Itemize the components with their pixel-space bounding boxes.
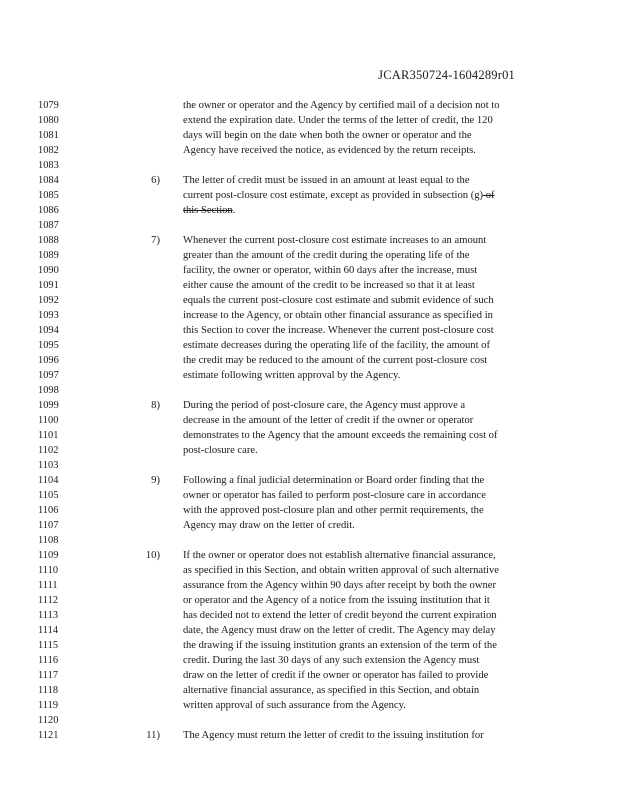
line-text-main: date, the Agency must draw on the letter of credit. The Agency may delay bbox=[183, 625, 496, 636]
line-text bbox=[183, 248, 541, 263]
document-line bbox=[0, 143, 621, 158]
line-text bbox=[183, 728, 541, 743]
line-number: 1118 bbox=[38, 685, 59, 696]
line-text-main: credit. During the last 30 days of any such extension the Agency must bbox=[183, 655, 480, 666]
line-text bbox=[183, 308, 541, 323]
document-line bbox=[0, 698, 621, 713]
subsection-number: 9) bbox=[151, 475, 160, 486]
subsection-number: 11) bbox=[146, 730, 160, 741]
line-text-main: the drawing if the issuing institution grants an extension of the term of the bbox=[183, 640, 497, 651]
line-text-main: either cause the amount of the credit to be increased so that it at least bbox=[183, 280, 475, 291]
line-text-main: demonstrates to the Agency that the amount exceeds the remaining cost of bbox=[183, 430, 498, 441]
line-text bbox=[183, 683, 541, 698]
line-text bbox=[183, 368, 541, 383]
line-number: 1099 bbox=[38, 400, 59, 411]
line-text bbox=[183, 548, 541, 563]
line-number: 1082 bbox=[38, 145, 59, 156]
line-text bbox=[183, 233, 541, 248]
document-line bbox=[0, 668, 621, 683]
line-text bbox=[183, 353, 541, 368]
line-text bbox=[183, 623, 541, 638]
struck-text: this Section bbox=[183, 205, 233, 216]
document-line bbox=[0, 683, 621, 698]
line-text bbox=[183, 668, 541, 683]
line-number: 1117 bbox=[38, 670, 59, 681]
document-line bbox=[0, 278, 621, 293]
line-text-main: Following a final judicial determination or Board order finding that the bbox=[183, 475, 485, 486]
line-number: 1106 bbox=[38, 505, 59, 516]
document-line bbox=[0, 158, 621, 173]
line-number: 1121 bbox=[38, 730, 59, 741]
line-text-main: greater than the amount of the credit during the operating life of the bbox=[183, 250, 470, 261]
line-text bbox=[183, 428, 541, 443]
line-number: 1104 bbox=[38, 475, 59, 486]
document-line bbox=[0, 533, 621, 548]
line-text bbox=[183, 698, 541, 713]
line-text-main: increase to the Agency, or obtain other financial assurance as specified in bbox=[183, 310, 493, 321]
line-text-main: or operator and the Agency of a notice from the issuing institution that it bbox=[183, 595, 490, 606]
line-number: 1120 bbox=[38, 715, 59, 726]
line-number: 1113 bbox=[38, 610, 59, 621]
document-line bbox=[0, 383, 621, 398]
document-line bbox=[0, 548, 621, 563]
line-number: 1097 bbox=[38, 370, 59, 381]
line-number: 1111 bbox=[38, 580, 58, 591]
document-line bbox=[0, 638, 621, 653]
line-text-main: owner or operator has failed to perform post-closure care in accordance bbox=[183, 490, 486, 501]
line-number: 1088 bbox=[38, 235, 59, 246]
line-text bbox=[183, 503, 541, 518]
document-line bbox=[0, 578, 621, 593]
line-text bbox=[183, 203, 541, 218]
line-number: 1119 bbox=[38, 700, 59, 711]
document-line bbox=[0, 203, 621, 218]
document-line bbox=[0, 488, 621, 503]
line-text bbox=[183, 608, 541, 623]
line-number: 1090 bbox=[38, 265, 59, 276]
document-line bbox=[0, 128, 621, 143]
line-text-main: The letter of credit must be issued in an amount at least equal to the bbox=[183, 175, 470, 186]
line-text-main: written approval of such assurance from the Agency. bbox=[183, 700, 406, 711]
line-text bbox=[183, 293, 541, 308]
line-text-main: facility, the owner or operator, within 60 days after the increase, must bbox=[183, 265, 478, 276]
line-number: 1081 bbox=[38, 130, 59, 141]
line-number: 1095 bbox=[38, 340, 59, 351]
line-text bbox=[183, 173, 541, 188]
line-number: 1084 bbox=[38, 175, 59, 186]
line-text bbox=[183, 278, 541, 293]
line-number: 1102 bbox=[38, 445, 59, 456]
line-text-main: estimate following written approval by the Agency. bbox=[183, 370, 401, 381]
line-text-after: . bbox=[232, 205, 236, 216]
line-number: 1114 bbox=[38, 625, 59, 636]
document-line bbox=[0, 173, 621, 188]
subsection-number: 6) bbox=[151, 175, 160, 186]
document-line bbox=[0, 398, 621, 413]
line-number: 1091 bbox=[38, 280, 59, 291]
line-text bbox=[183, 473, 541, 488]
line-text bbox=[183, 98, 541, 113]
document-line bbox=[0, 293, 621, 308]
line-text-main: this Section to cover the increase. Whenever the current post-closure cost bbox=[183, 325, 494, 336]
document-line bbox=[0, 113, 621, 128]
document-line bbox=[0, 353, 621, 368]
line-text-main: decrease in the amount of the letter of credit if the owner or operator bbox=[183, 415, 474, 426]
line-number: 1079 bbox=[38, 100, 59, 111]
line-text bbox=[183, 338, 541, 353]
document-line bbox=[0, 503, 621, 518]
line-text-main: post-closure care. bbox=[183, 445, 258, 456]
line-number: 1116 bbox=[38, 655, 59, 666]
line-text bbox=[183, 143, 541, 158]
line-text bbox=[183, 128, 541, 143]
line-text-main: Agency may draw on the letter of credit. bbox=[183, 520, 355, 531]
line-text bbox=[183, 593, 541, 608]
line-number: 1094 bbox=[38, 325, 59, 336]
subsection-number: 8) bbox=[151, 400, 160, 411]
line-number: 1086 bbox=[38, 205, 59, 216]
line-text bbox=[183, 443, 541, 458]
document-line bbox=[0, 233, 621, 248]
line-text-main: The Agency must return the letter of credit to the issuing institution for bbox=[183, 730, 484, 741]
line-text-main: If the owner or operator does not establish alternative financial assurance, bbox=[183, 550, 496, 561]
line-text bbox=[183, 323, 541, 338]
document-line bbox=[0, 98, 621, 113]
line-text bbox=[183, 578, 541, 593]
line-number: 1101 bbox=[38, 430, 59, 441]
document-line bbox=[0, 518, 621, 533]
line-text bbox=[183, 413, 541, 428]
document-body bbox=[0, 98, 621, 743]
document-line bbox=[0, 218, 621, 233]
line-number: 1103 bbox=[38, 460, 59, 471]
line-number: 1100 bbox=[38, 415, 59, 426]
line-number: 1112 bbox=[38, 595, 59, 606]
document-line bbox=[0, 188, 621, 203]
line-text-main: assurance from the Agency within 90 days after receipt by both the owner bbox=[183, 580, 497, 591]
document-line bbox=[0, 623, 621, 638]
line-number: 1087 bbox=[38, 220, 59, 231]
line-text-main: During the period of post-closure care, the Agency must approve a bbox=[183, 400, 466, 411]
document-line bbox=[0, 443, 621, 458]
document-line bbox=[0, 263, 621, 278]
subsection-number: 7) bbox=[151, 235, 160, 246]
line-number: 1108 bbox=[38, 535, 59, 546]
line-text-main: as specified in this Section, and obtain written approval of such alternative bbox=[183, 565, 499, 576]
line-text-main: Whenever the current post-closure cost estimate increases to an amount bbox=[183, 235, 487, 246]
line-text bbox=[183, 488, 541, 503]
line-text-main: has decided not to extend the letter of credit beyond the current expiration bbox=[183, 610, 497, 621]
line-number: 1105 bbox=[38, 490, 59, 501]
document-line bbox=[0, 368, 621, 383]
line-text-main: the owner or operator and the Agency by certified mail of a decision not to bbox=[183, 100, 500, 111]
line-number: 1085 bbox=[38, 190, 59, 201]
line-number: 1109 bbox=[38, 550, 59, 561]
line-number: 1098 bbox=[38, 385, 59, 396]
line-text-main: draw on the letter of credit if the owner or operator has failed to provide bbox=[183, 670, 489, 681]
document-line bbox=[0, 563, 621, 578]
line-text-main: estimate decreases during the operating life of the facility, the amount of bbox=[183, 340, 491, 351]
line-text-main: Agency have received the notice, as evidenced by the return receipts. bbox=[183, 145, 476, 156]
line-number: 1110 bbox=[38, 565, 59, 576]
document-id: JCAR350724-1604289r01 bbox=[378, 68, 515, 82]
document-line bbox=[0, 653, 621, 668]
document-line bbox=[0, 338, 621, 353]
line-number: 1096 bbox=[38, 355, 59, 366]
document-line bbox=[0, 473, 621, 488]
line-text-main: alternative financial assurance, as specified in this Section, and obtain bbox=[183, 685, 480, 696]
line-number: 1093 bbox=[38, 310, 59, 321]
struck-text: of bbox=[483, 190, 495, 201]
line-number: 1089 bbox=[38, 250, 59, 261]
line-text-main: the credit may be reduced to the amount of the current post-closure cost bbox=[183, 355, 488, 366]
document-line bbox=[0, 728, 621, 743]
line-text bbox=[183, 563, 541, 578]
document-line bbox=[0, 713, 621, 728]
line-text-main: equals the current post-closure cost estimate and submit evidence of such bbox=[183, 295, 494, 306]
line-number: 1083 bbox=[38, 160, 59, 171]
document-line bbox=[0, 413, 621, 428]
line-text-main: days will begin on the date when both the owner or operator and the bbox=[183, 130, 472, 141]
line-text-main: with the approved post-closure plan and other permit requirements, the bbox=[183, 505, 484, 516]
subsection-number: 10) bbox=[145, 550, 160, 561]
line-text-main: current post-closure cost estimate, except as provided in subsection (g) bbox=[183, 190, 484, 201]
line-text bbox=[183, 638, 541, 653]
line-text bbox=[183, 188, 541, 203]
document-line bbox=[0, 323, 621, 338]
line-number: 1115 bbox=[38, 640, 59, 651]
line-text-main: extend the expiration date. Under the terms of the letter of credit, the 120 bbox=[183, 115, 493, 126]
document-line bbox=[0, 248, 621, 263]
line-text bbox=[183, 113, 541, 128]
line-number: 1080 bbox=[38, 115, 59, 126]
line-text bbox=[183, 398, 541, 413]
line-number: 1107 bbox=[38, 520, 59, 531]
document-line bbox=[0, 308, 621, 323]
line-text bbox=[183, 518, 541, 533]
document-line bbox=[0, 608, 621, 623]
document-line bbox=[0, 458, 621, 473]
document-line bbox=[0, 428, 621, 443]
document-line bbox=[0, 593, 621, 608]
line-text bbox=[183, 263, 541, 278]
line-number: 1092 bbox=[38, 295, 59, 306]
line-text bbox=[183, 653, 541, 668]
